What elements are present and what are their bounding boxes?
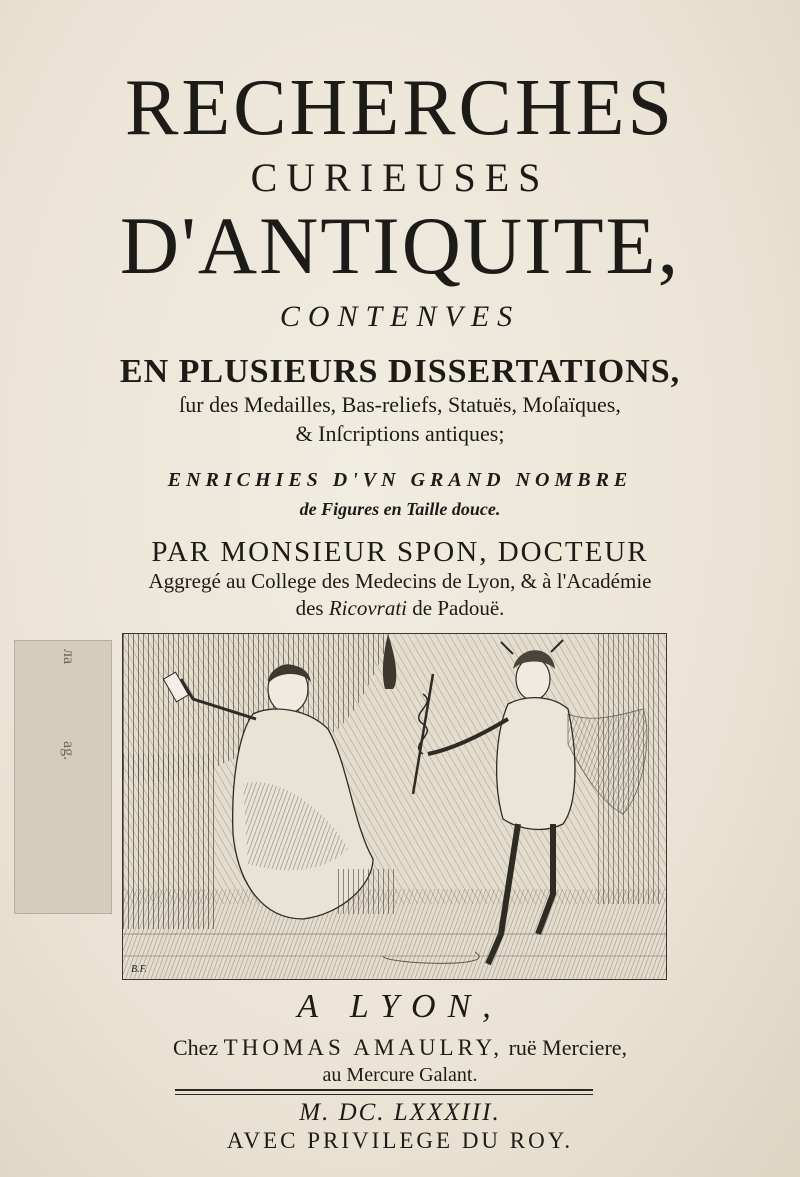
author-affiliation: Aggregé au College des Medecins de Lyon, & à l'Académie: [148, 569, 652, 593]
imprint-rule: [175, 1089, 593, 1091]
label-fragment-2: ag.: [60, 741, 77, 761]
engraving-plate: [122, 633, 667, 980]
imprint-privilege: AVEC PRIVILEGE DU ROY.: [226, 1128, 574, 1153]
engraving-illustration: [123, 634, 666, 979]
author-academy-post: de Padouë.: [412, 596, 505, 620]
imprint-year: M. DC. LXXXIII.: [299, 1099, 501, 1126]
title-antiquite: D'ANTIQUITE,: [119, 200, 681, 291]
imprint-city: A LYON,: [297, 988, 503, 1025]
imprint-publisher-pre: Chez: [172, 1035, 219, 1060]
title-dissertations: EN PLUSIEURS DISSERTATIONS,: [119, 353, 681, 390]
author-name: PAR MONSIEUR SPON, DOCTEUR: [151, 536, 649, 568]
title-figures: de Figures en Taille douce.: [299, 499, 501, 519]
imprint-sign: au Mercure Galant.: [322, 1064, 478, 1086]
title-enrichies: ENRICHIES D'VN GRAND NOMBRE: [167, 469, 633, 491]
label-fragment-1: ла: [60, 649, 77, 665]
title-subjects: ſur des Medailles, Bas-reliefs, Statuës, Moſaïques,: [179, 392, 621, 417]
title-curieuses: CURIEUSES: [250, 155, 550, 200]
author-academy: [0, 598, 800, 619]
title-inscriptions: & Inſcriptions antiques;: [295, 421, 505, 446]
author-academy-pre: des: [295, 596, 324, 620]
imprint-rule-thin: [175, 1094, 593, 1095]
author-academy-name: Ricovrati: [328, 596, 407, 620]
engraver-initials: B.F.: [131, 964, 147, 975]
imprint-publisher-street: ruë Merciere,: [508, 1035, 628, 1060]
title-recherches: RECHERCHES: [124, 64, 676, 152]
imprint-publisher-name: THOMAS AMAULRY,: [223, 1035, 504, 1060]
paper-label-strip: [14, 640, 112, 914]
title-contenues: CONTENVES: [279, 300, 521, 333]
imprint-publisher: [0, 1036, 800, 1059]
